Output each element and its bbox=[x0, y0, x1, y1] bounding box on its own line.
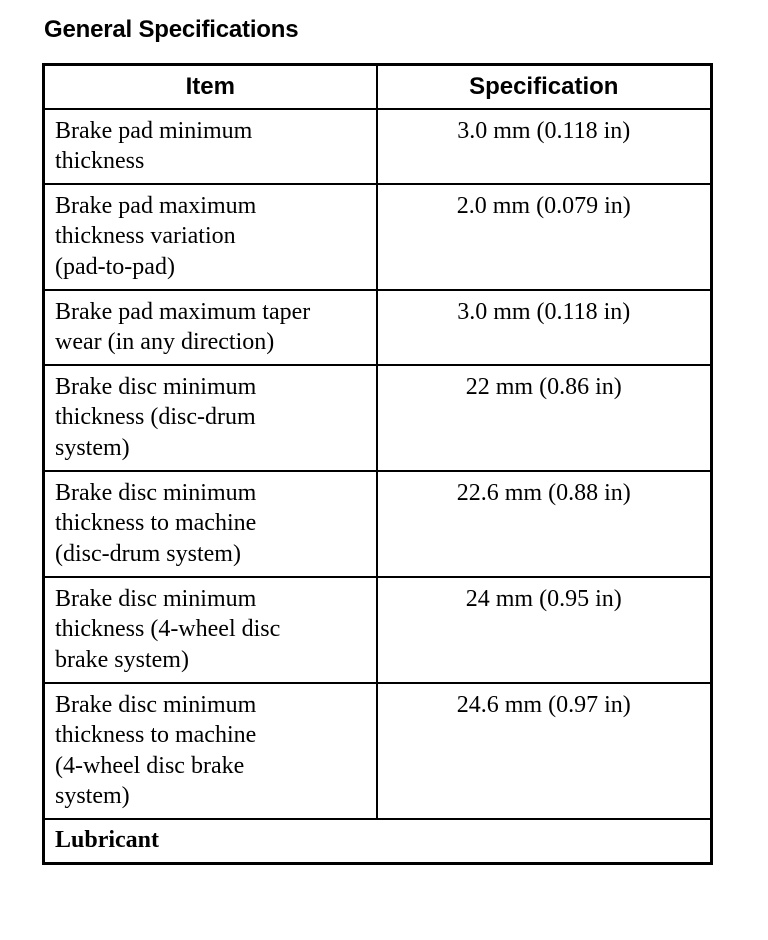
item-cell bbox=[44, 683, 377, 819]
section-row-lubricant bbox=[44, 819, 712, 864]
specifications-table bbox=[42, 63, 713, 865]
specification-value: 3.0 mm (0.118 in) bbox=[377, 109, 712, 184]
item-text-line: thickness to machine bbox=[55, 722, 257, 748]
item-text-line: Brake pad maximum bbox=[55, 192, 257, 219]
item-cell bbox=[44, 290, 377, 365]
item-text-line: Brake pad minimum bbox=[55, 117, 253, 144]
item-cell bbox=[44, 577, 377, 683]
item-cell bbox=[44, 471, 377, 577]
item-text-line: Brake disc minimum bbox=[55, 479, 257, 506]
table-row bbox=[44, 577, 712, 683]
specification-value: 22.6 mm (0.88 in) bbox=[377, 471, 712, 577]
page-title: General Specifications bbox=[44, 16, 299, 43]
item-cell bbox=[44, 365, 377, 471]
item-text-line: thickness variation bbox=[55, 223, 236, 249]
item-text-line: thickness (disc-drum bbox=[55, 404, 256, 430]
item-text-line: brake system) bbox=[55, 646, 189, 673]
item-text-line: system) bbox=[55, 434, 130, 461]
item-text-line: wear (in any direction) bbox=[55, 329, 275, 355]
specification-value: 22 mm (0.86 in) bbox=[377, 365, 712, 471]
item-text-line: Brake disc minimum bbox=[55, 373, 257, 400]
table-row bbox=[44, 471, 712, 577]
item-text-line: (disc-drum system) bbox=[55, 540, 241, 567]
column-header-item: Item bbox=[44, 65, 377, 109]
item-text-line: (4-wheel disc brake bbox=[55, 752, 245, 779]
specification-value: 24.6 mm (0.97 in) bbox=[377, 683, 712, 819]
specification-value: 2.0 mm (0.079 in) bbox=[377, 184, 712, 290]
item-text-line: system) bbox=[55, 783, 130, 809]
item-cell bbox=[44, 109, 377, 184]
item-text-line: thickness to machine bbox=[55, 510, 257, 536]
table-row bbox=[44, 290, 712, 365]
table-row bbox=[44, 365, 712, 471]
item-text-line: Brake disc minimum bbox=[55, 691, 257, 718]
table-row bbox=[44, 109, 712, 184]
item-cell bbox=[44, 184, 377, 290]
item-text-line: Brake disc minimum bbox=[55, 585, 257, 612]
section-label: Lubricant bbox=[44, 819, 712, 864]
item-text-line: thickness bbox=[55, 148, 145, 174]
table-header-row bbox=[44, 65, 712, 109]
item-text-line: Brake pad maximum taper bbox=[55, 298, 311, 325]
specification-value: 24 mm (0.95 in) bbox=[377, 577, 712, 683]
item-text-line: (pad-to-pad) bbox=[55, 253, 175, 280]
item-text-line: thickness (4-wheel disc bbox=[55, 616, 281, 642]
specification-value: 3.0 mm (0.118 in) bbox=[377, 290, 712, 365]
table-row bbox=[44, 184, 712, 290]
table-row bbox=[44, 683, 712, 819]
column-header-specification: Specification bbox=[377, 65, 712, 109]
